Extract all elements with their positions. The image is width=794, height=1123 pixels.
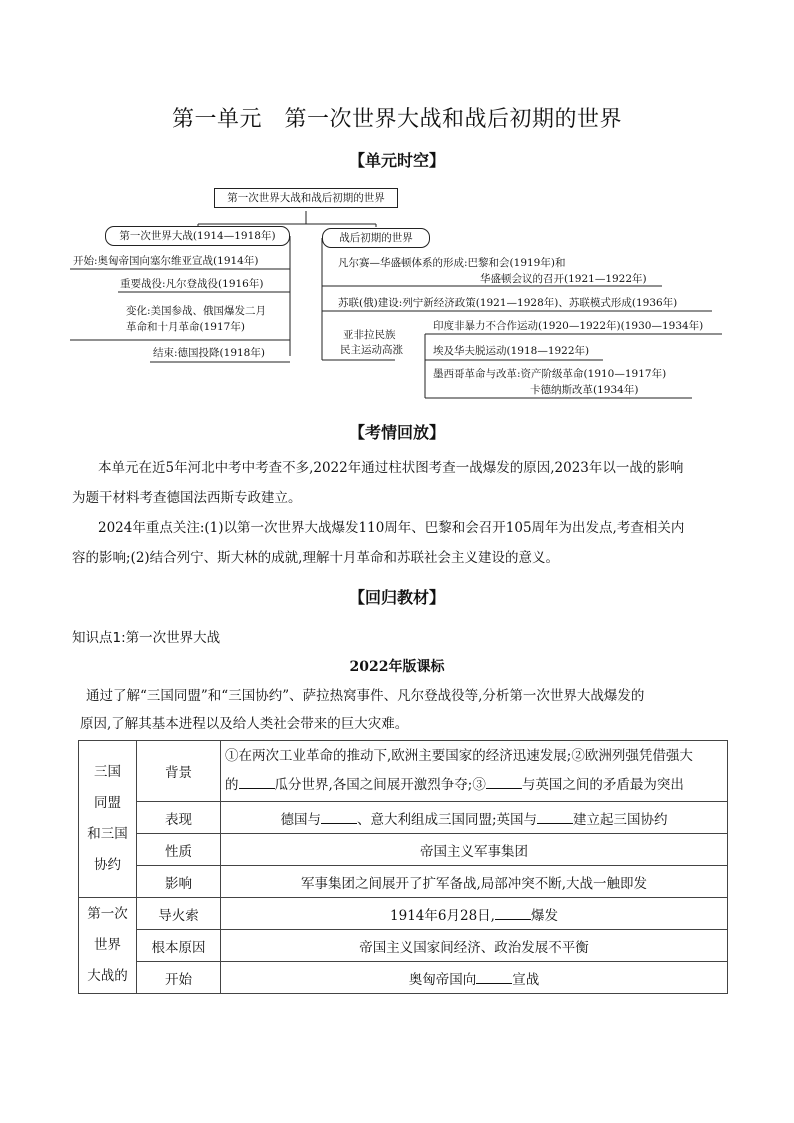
label-root-cause: 根本原因 — [137, 930, 221, 962]
exam-paragraph-1-line-1: 本单元在近5年河北中考中考查不多,2022年通过柱状图考查一战爆发的原因,2023年以一战的影响 — [98, 460, 684, 476]
mindmap-leaf-mexico-2: 卡德纳斯改革(1934年) — [530, 384, 639, 396]
section-heading-textbook: 【回归教材】 — [348, 588, 445, 607]
mindmap-leaf-change-2: 革命和十月革命(1917年) — [126, 321, 245, 333]
mindmap-root: 第一次世界大战和战后初期的世界 — [214, 188, 398, 208]
mindmap-leaf-end: 结束:德国投降(1918年) — [153, 347, 265, 359]
mindmap-leaf-india: 印度非暴力不合作运动(1920—1922年)(1930—1934年) — [433, 320, 704, 332]
label-fuse: 导火索 — [137, 898, 221, 930]
answer-blank[interactable] — [537, 809, 573, 824]
mindmap-leaf-start: 开始:奥匈帝国向塞尔维亚宣战(1914年) — [73, 255, 259, 267]
label-start: 开始 — [137, 962, 221, 994]
section-heading-timespace: 【单元时空】 — [348, 151, 445, 170]
answer-blank[interactable] — [486, 774, 522, 789]
label-impact: 影响 — [137, 866, 221, 898]
cell-fuse: 1914年6月28日, 爆发 — [221, 898, 728, 930]
mindmap-leaf-movement-1: 亚非拉民族 — [343, 329, 396, 341]
mindmap-branch-postwar: 战后初期的世界 — [322, 228, 430, 248]
cell-start: 奥匈帝国向 宣战 — [221, 962, 728, 994]
mindmap-leaf-versailles-2: 华盛顿会议的召开(1921—1922年) — [480, 273, 647, 285]
mindmap-connectors — [0, 0, 794, 420]
row-group-ww1: 第一次 世界 大战的 — [79, 898, 137, 994]
cell-nature: 帝国主义军事集团 — [221, 834, 728, 866]
section-heading-exam-review: 【考情回放】 — [348, 423, 445, 442]
label-background: 背景 — [137, 741, 221, 802]
cell-representation: 德国与 、意大利组成三国同盟;英国与 建立起三国协约 — [221, 802, 728, 834]
answer-blank[interactable] — [239, 774, 275, 789]
curriculum-title: 2022年版课标 — [349, 659, 445, 675]
knowledge-table — [78, 740, 728, 994]
cell-impact: 军事集团之间展开了扩军备战,局部冲突不断,大战一触即发 — [221, 866, 728, 898]
answer-blank[interactable] — [476, 969, 512, 984]
mindmap-leaf-mexico-1: 墨西哥革命与改革:资产阶级革命(1910—1917年) — [433, 368, 667, 380]
label-representation: 表现 — [137, 802, 221, 834]
mindmap-leaf-movement-2: 民主运动高涨 — [340, 344, 403, 356]
mindmap-leaf-battle: 重要战役:凡尔登战役(1916年) — [120, 278, 264, 290]
exam-paragraph-1-line-2: 为题干材料考查德国法西斯专政建立。 — [72, 490, 302, 506]
knowledge-point-label: 知识点1:第一次世界大战 — [72, 630, 221, 646]
mindmap-leaf-egypt: 埃及华夫脱运动(1918—1922年) — [433, 345, 590, 357]
cell-background: ①在两次工业革命的推动下,欧洲主要国家的经济迅速发展;②欧洲列强凭借强大 的 瓜分世界,各国之间展开激烈争夺;③ 与英国之间的矛盾最为突出 — [221, 741, 728, 802]
answer-blank[interactable] — [321, 809, 357, 824]
mindmap-branch-ww1: 第一次世界大战(1914—1918年) — [105, 226, 290, 246]
mindmap-leaf-soviet: 苏联(俄)建设:列宁新经济政策(1921—1928年)、苏联模式形成(1936年) — [338, 297, 678, 309]
curriculum-standard-line-1: 通过了解“三国同盟”和“三国协约”、萨拉热窝事件、凡尔登战役等,分析第一次世界大战爆发的 — [86, 688, 645, 704]
mindmap-leaf-versailles-1: 凡尔赛—华盛顿体系的形成:巴黎和会(1919年)和 — [338, 257, 566, 269]
curriculum-standard-line-2: 原因,了解其基本进程以及给人类社会带来的巨大灾难。 — [80, 716, 409, 732]
exam-paragraph-2-line-1: 2024年重点关注:(1)以第一次世界大战爆发110周年、巴黎和会召开105周年为出发点,考查相关内 — [98, 520, 685, 536]
mindmap-leaf-change-1: 变化:美国参战、俄国爆发二月 — [126, 305, 267, 317]
page-title: 第一单元 第一次世界大战和战后初期的世界 — [171, 107, 622, 132]
cell-root-cause: 帝国主义国家间经济、政治发展不平衡 — [221, 930, 728, 962]
row-group-alliances: 三国 同盟 和三国 协约 — [79, 741, 137, 898]
exam-paragraph-2-line-2: 容的影响;(2)结合列宁、斯大林的成就,理解十月革命和苏联社会主义建设的意义。 — [72, 550, 559, 566]
label-nature: 性质 — [137, 834, 221, 866]
answer-blank[interactable] — [495, 905, 531, 920]
